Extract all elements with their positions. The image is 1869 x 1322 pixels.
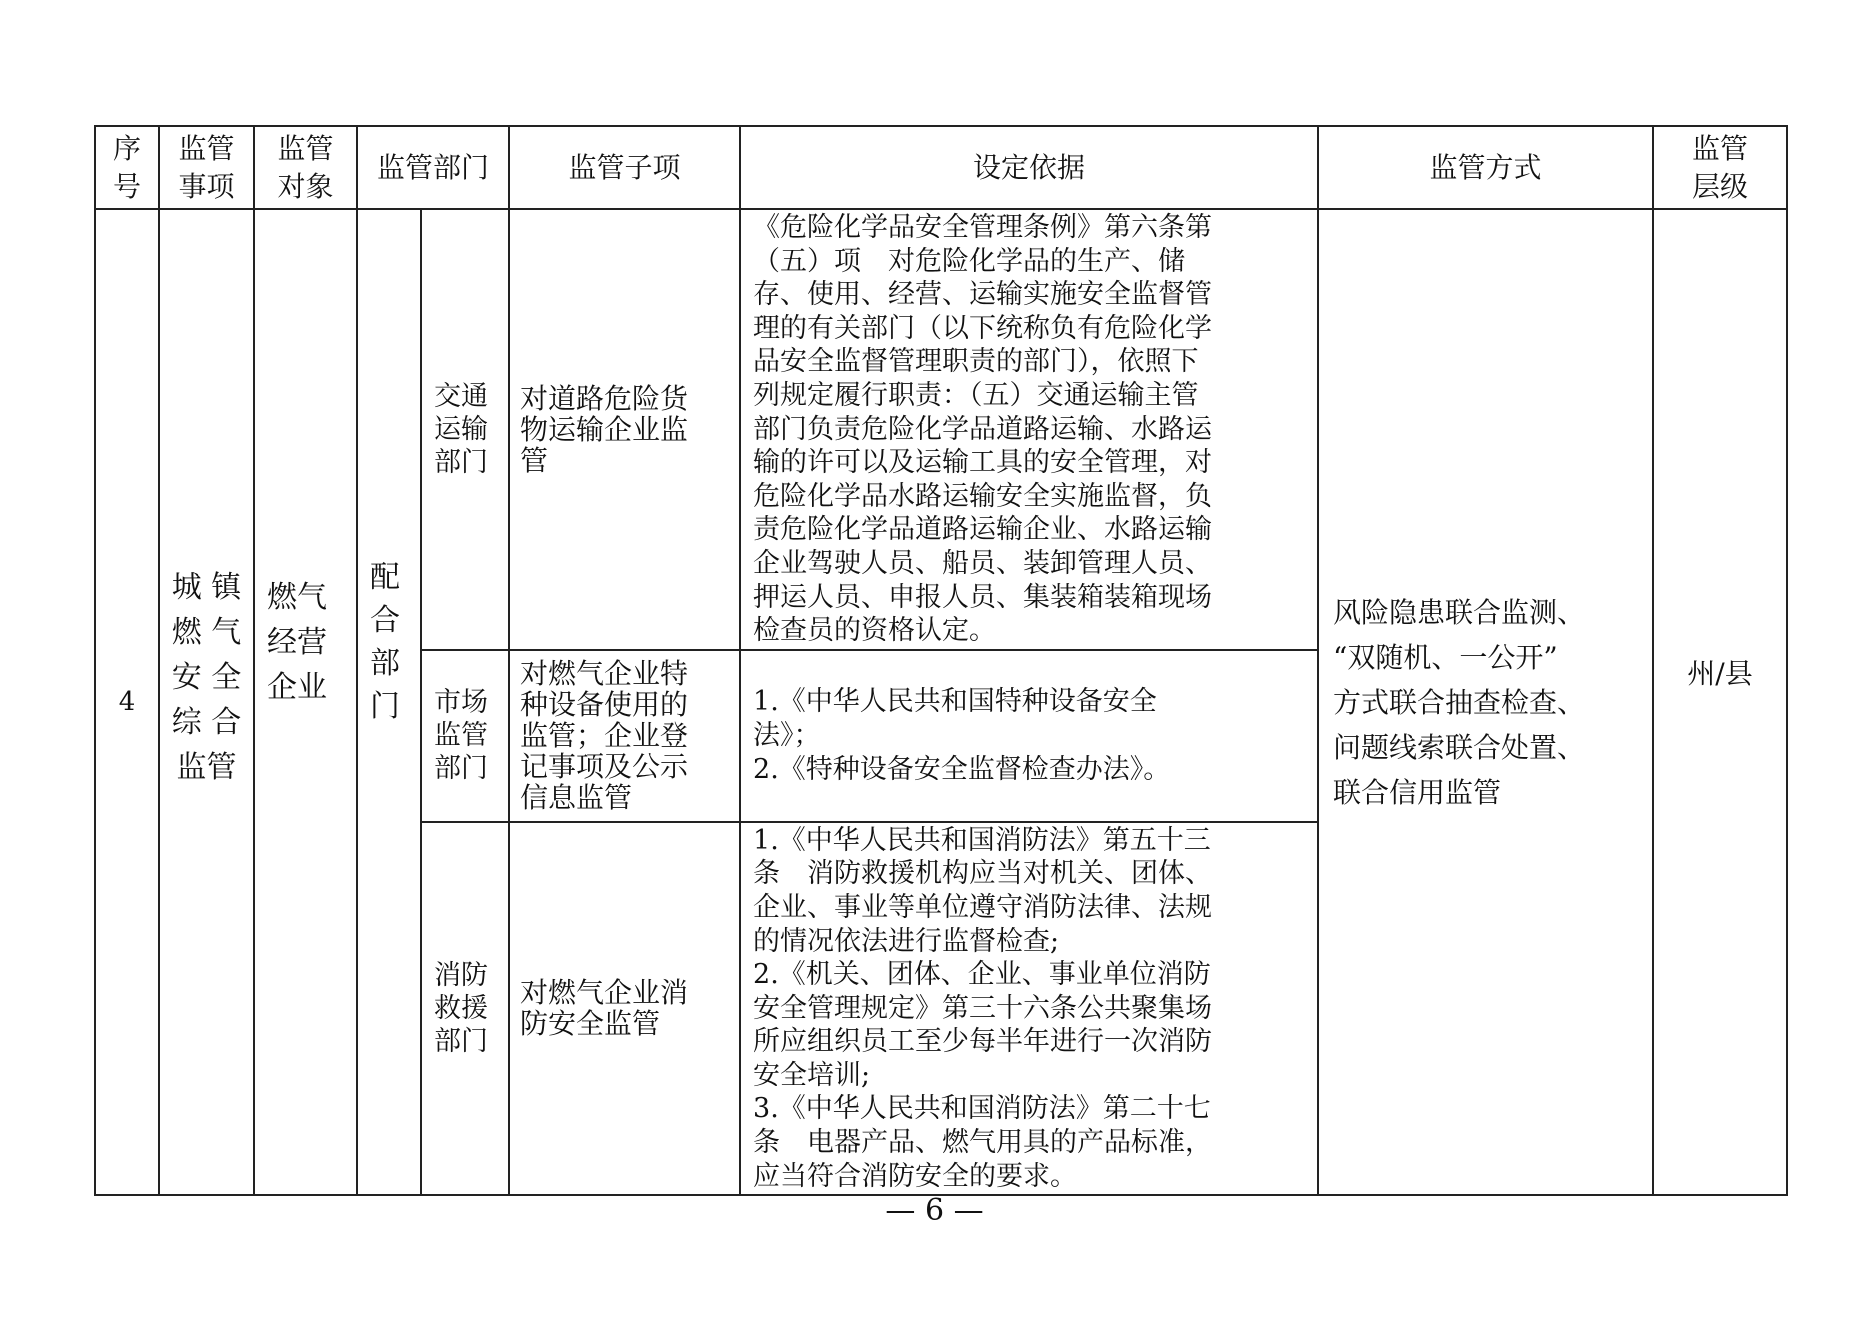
basis-market: 1.《中华人民共和国特种设备安全 法》； 2.《特种设备安全监督检查办法》。 xyxy=(740,650,1318,822)
row-method: 风险隐患联合监测、 “双随机、一公开” 方式联合抽查检查、 问题线索联合处置、 联合信用监管 xyxy=(1318,209,1653,1195)
header-item: 监管 事项 xyxy=(159,126,254,209)
regulation-table xyxy=(94,125,1788,1196)
subitem-market: 对燃气企业特 种设备使用的 监管；企业登 记事项及公示 信息监管 xyxy=(509,650,740,822)
header-basis: 设定依据 xyxy=(740,126,1318,209)
page-number: — 6 — xyxy=(885,1193,984,1228)
subitem-transport: 对道路危险货 物运输企业监 管 xyxy=(509,209,740,650)
header-method: 监管方式 xyxy=(1318,126,1653,209)
header-seq: 序 号 xyxy=(95,126,159,209)
basis-fire: 1.《中华人民共和国消防法》第五十三 条 消防救援机构应当对机关、团体、 企业、事业等单位遵守消防法律、法规 的情况依法进行监督检查; 2.《机关、团体、企业、事业单位消防 安全管理规定》第三十六条公共聚集场 所应组织员工至少每半年进行一次消防 安全培训; 3.《中华人民共和国消防法》第二十七 条 电器产品、燃气用具的产品标准， 应当符合消防安全的要求。 xyxy=(740,822,1318,1196)
basis-transport: 《危险化学品安全管理条例》第六条第 （五）项 对危险化学品的生产、储 存、使用、经营、运输实施安全监督管 理的有关部门（以下统称负有危险化学 品安全监督管理职责的部门），依照下 列规定履行职责：（五）交通运输主管 部门负责危险化学品道路运输、水路运 输的许可以及运输工具的安全管理，对 危险化学品水路运输安全实施监督，负 责危险化学品道路运输企业、水路运输 企业驾驶人员、船员、装卸管理人员、 押运人员、申报人员、集装箱装箱现场 检查员的资格认定。 xyxy=(740,209,1318,650)
header-row xyxy=(95,126,1787,209)
row-dept-role: 配 合 部 门 xyxy=(357,209,421,1195)
header-subitem: 监管子项 xyxy=(509,126,740,209)
header-dept: 监管部门 xyxy=(357,126,509,209)
row-item: 城 镇 燃 气 安 全 综 合 监管 xyxy=(159,209,254,1195)
header-level: 监管 层级 xyxy=(1653,126,1787,209)
row-level: 州/县 xyxy=(1653,209,1787,1195)
subitem-fire: 对燃气企业消 防安全监管 xyxy=(509,822,740,1196)
sub-dept-market: 市场 监管 部门 xyxy=(421,650,509,822)
row-target: 燃气 经营 企业 xyxy=(254,209,357,1195)
row-seq: 4 xyxy=(95,209,159,1195)
sub-dept-transport: 交通 运输 部门 xyxy=(421,209,509,650)
header-target: 监管 对象 xyxy=(254,126,357,209)
sub-dept-fire: 消防 救援 部门 xyxy=(421,822,509,1196)
table-row xyxy=(95,209,1787,650)
